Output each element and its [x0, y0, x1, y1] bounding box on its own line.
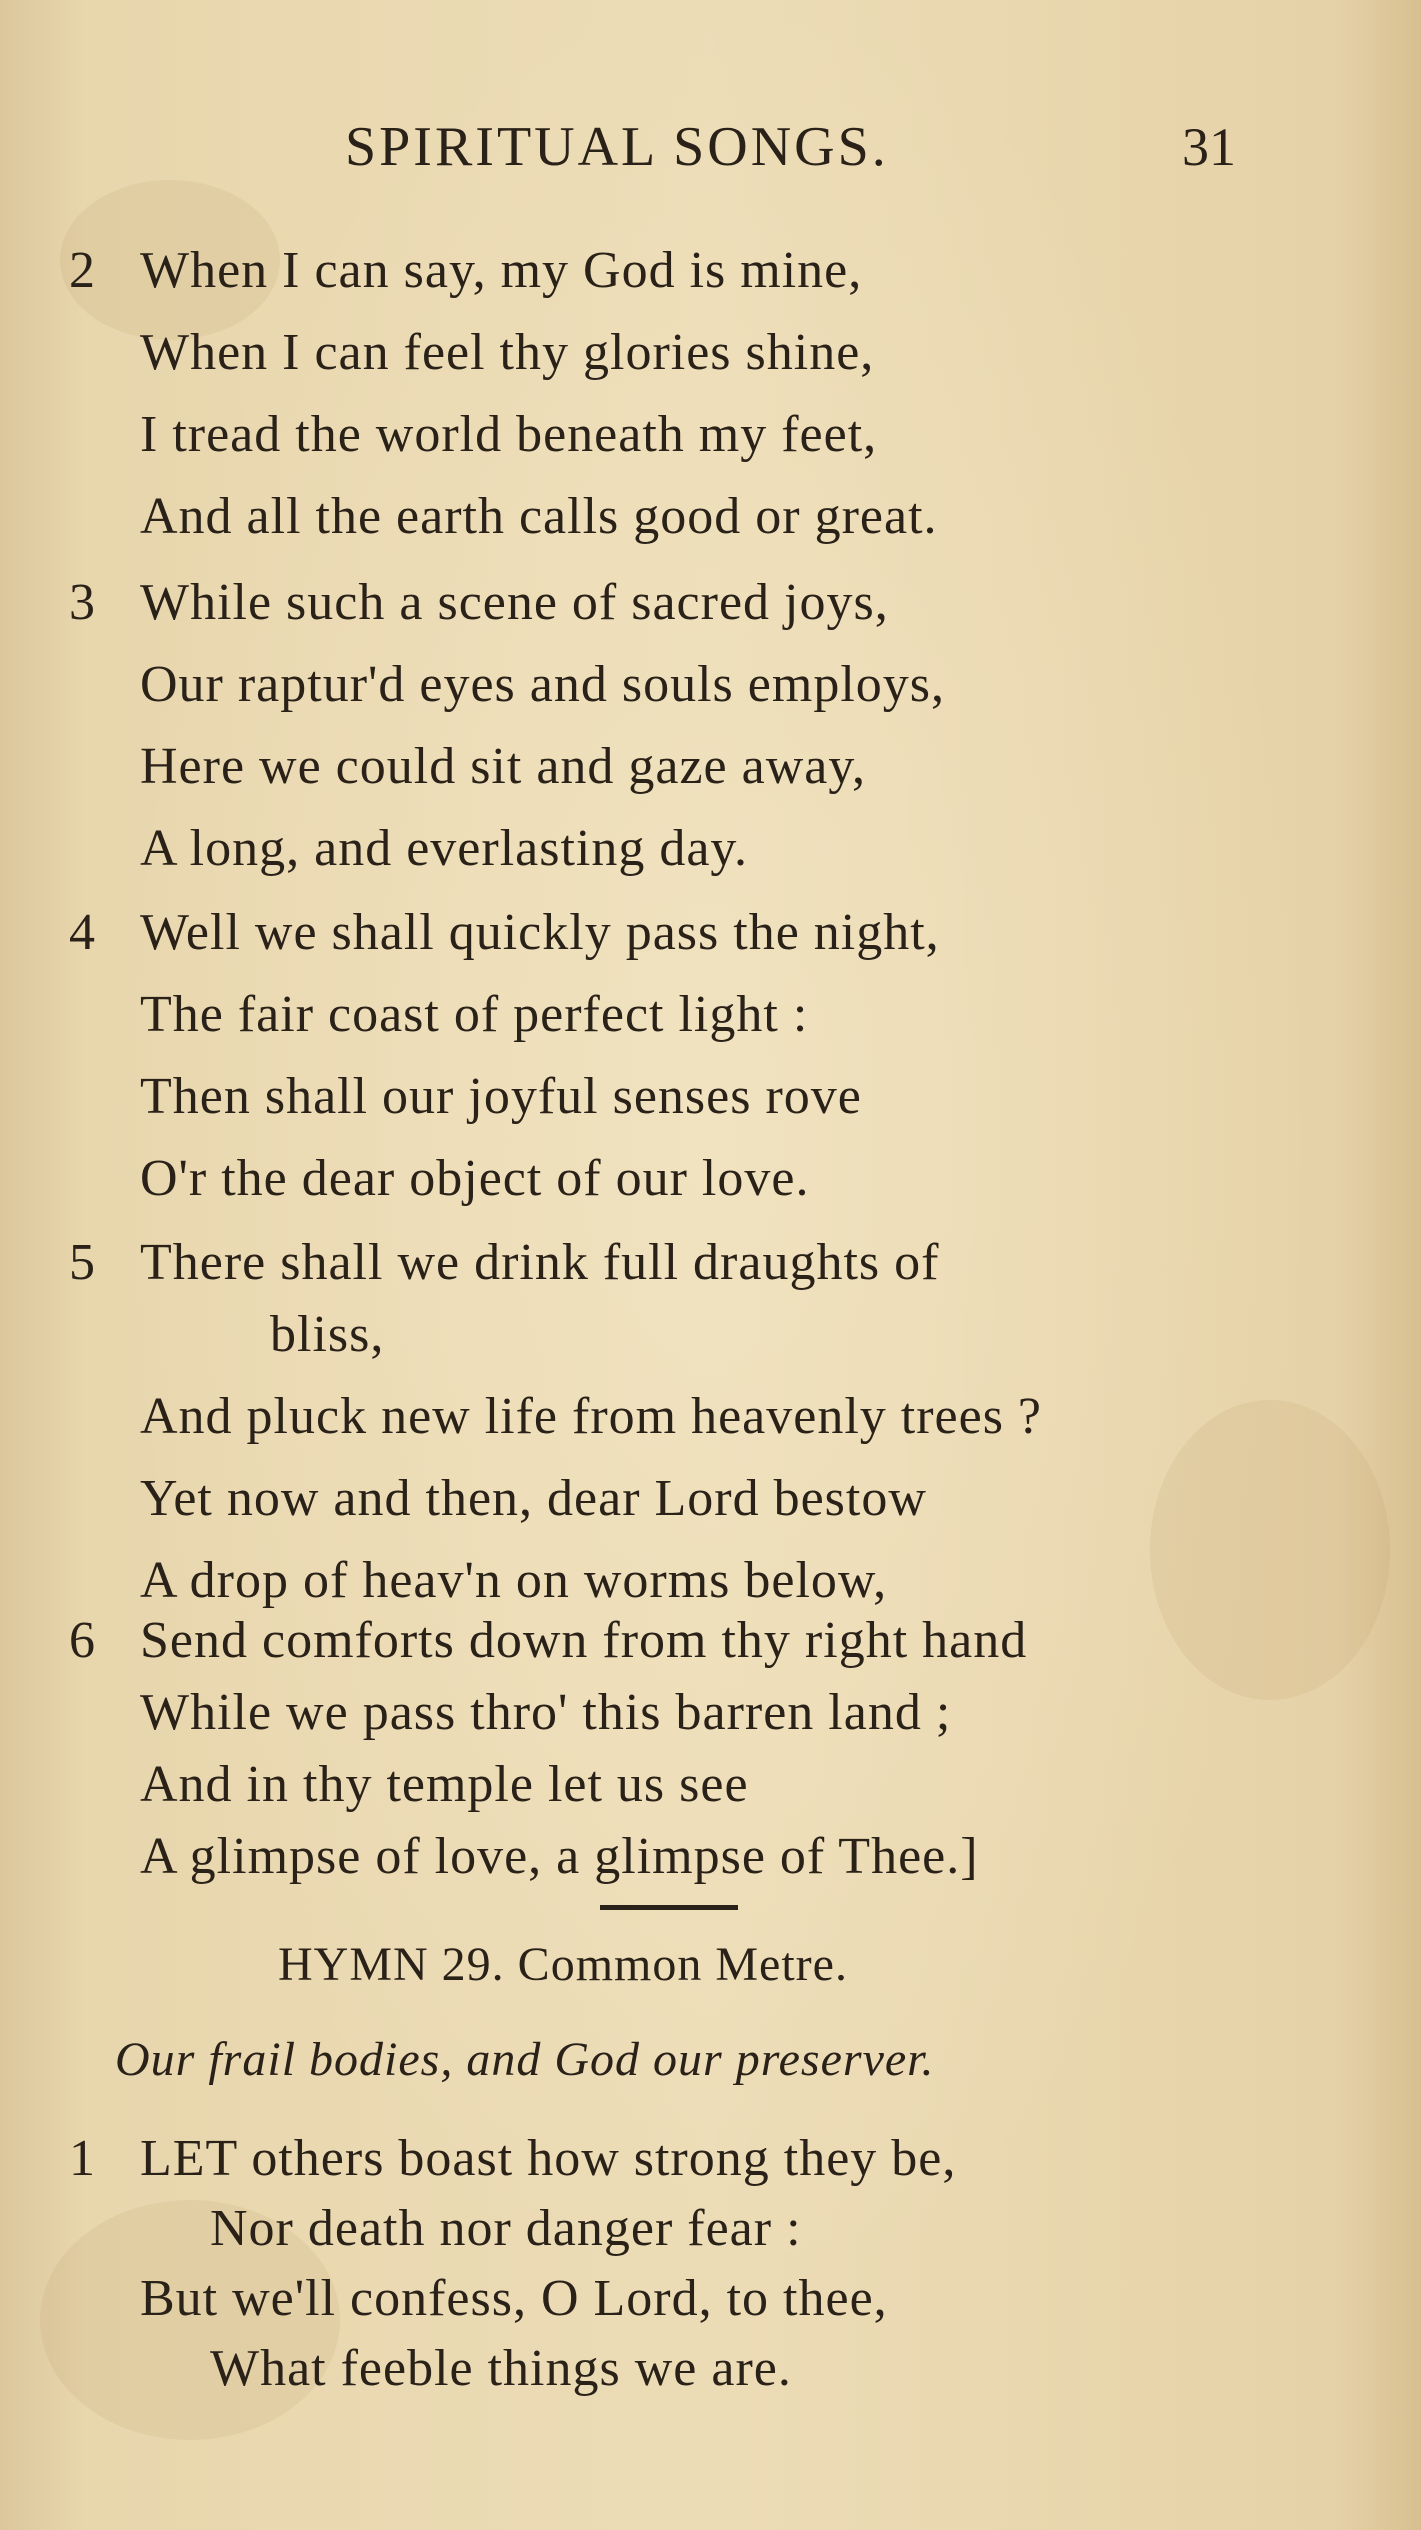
verse-line-indented: What feeble things we are.	[210, 2340, 792, 2397]
verse-line: O'r the dear object of our love.	[140, 1150, 810, 1207]
verse-line: A drop of heav'n on worms below,	[140, 1552, 888, 1609]
verse-line-indented: Nor death nor danger fear :	[210, 2200, 802, 2257]
verse-line: Send comforts down from thy right hand	[140, 1612, 1028, 1669]
verse-number: 3	[69, 574, 95, 631]
verse-line: A long, and everlasting day.	[140, 820, 749, 877]
page-number: 31	[1182, 117, 1236, 177]
verse-line: And all the earth calls good or great.	[140, 488, 938, 545]
verse-line-turnover: bliss,	[270, 1306, 385, 1363]
hymn-heading: HYMN 29. Common Metre.	[278, 1938, 848, 1991]
verse-number: 4	[69, 904, 95, 961]
verse-line: The fair coast of perfect light :	[140, 986, 809, 1043]
section-divider	[600, 1905, 738, 1910]
verse-number: 1	[69, 2130, 95, 2187]
verse-line: While we pass thro' this barren land ;	[140, 1684, 952, 1741]
verse-line: Well we shall quickly pass the night,	[140, 904, 940, 961]
verse-number: 2	[69, 242, 95, 299]
verse-line: Here we could sit and gaze away,	[140, 738, 866, 795]
verse-line: Yet now and then, dear Lord bestow	[140, 1470, 927, 1527]
running-title: SPIRITUAL SONGS.	[345, 116, 889, 178]
verse-number: 5	[69, 1234, 95, 1291]
verse-line: LET others boast how strong they be,	[140, 2130, 957, 2187]
verse-number: 6	[69, 1612, 95, 1669]
verse-line: There shall we drink full draughts of	[140, 1234, 940, 1291]
verse-line: A glimpse of love, a glimpse of Thee.]	[140, 1828, 979, 1885]
verse-line: But we'll confess, O Lord, to thee,	[140, 2270, 888, 2327]
verse-line: And in thy temple let us see	[140, 1756, 749, 1813]
verse-line: Our raptur'd eyes and souls employs,	[140, 656, 946, 713]
verse-line: And pluck new life from heavenly trees ?	[140, 1388, 1043, 1445]
verse-line: While such a scene of sacred joys,	[140, 574, 889, 631]
verse-line: When I can feel thy glories shine,	[140, 324, 875, 381]
paper-stain	[1150, 1400, 1390, 1700]
verse-line: I tread the world beneath my feet,	[140, 406, 878, 463]
hymn-subtitle: Our frail bodies, and God our preserver.	[115, 2033, 935, 2086]
verse-line: Then shall our joyful senses rove	[140, 1068, 862, 1125]
verse-line: When I can say, my God is mine,	[140, 242, 863, 299]
running-header	[0, 112, 1421, 182]
